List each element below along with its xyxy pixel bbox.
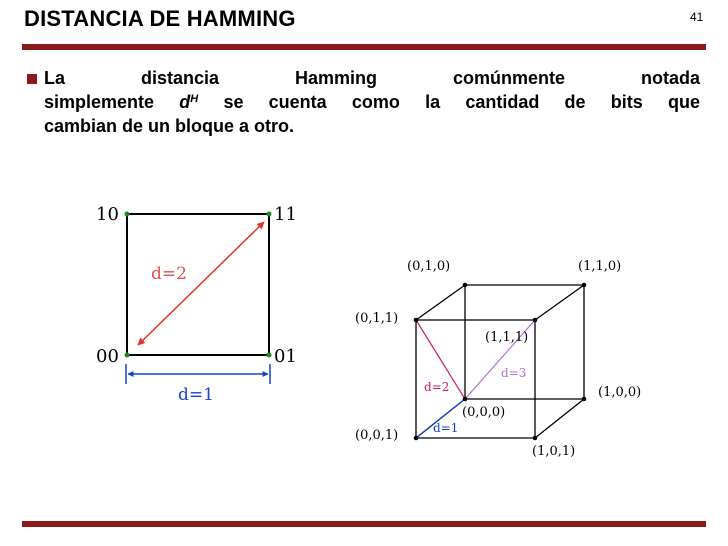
cube-edge	[416, 285, 465, 320]
hamming-symbol: d	[179, 92, 191, 112]
cube-label-111: (1,1,1)	[485, 330, 529, 345]
footer-divider	[22, 521, 706, 527]
cube-label-101: (1,0,1)	[532, 444, 576, 459]
label-00: 00	[96, 346, 119, 367]
label-01: 01	[274, 346, 297, 367]
bullet-line-1: La distancia Hamming comúnmente notada	[44, 68, 700, 88]
cube-label-d3: d=3	[501, 366, 527, 380]
cube-label-100: (1,0,0)	[598, 385, 642, 400]
cube-edge	[535, 399, 584, 438]
bullet-line-3: cambian de un bloque a otro.	[44, 116, 295, 136]
cube-label-110: (1,1,0)	[578, 259, 622, 274]
cube-label-000: (0,0,0)	[462, 405, 506, 420]
cube-vertex-100	[582, 397, 587, 402]
bullet-line-2-post: se cuenta como la cantidad de bits que	[223, 92, 700, 112]
hamming-symbol-superscript: H	[190, 93, 199, 105]
label-d1-square: d=1	[178, 385, 214, 405]
page-number: 41	[690, 10, 704, 24]
slide-title: DISTANCIA DE HAMMING	[24, 6, 296, 31]
cube-vertex-010	[463, 283, 468, 288]
cube-vertex-110	[582, 283, 587, 288]
cube-vertex-111	[533, 318, 538, 323]
label-10: 10	[96, 204, 119, 225]
cube-vertex-011	[414, 318, 419, 323]
label-d2-square: d=2	[151, 264, 187, 284]
cube-vertex-101	[533, 436, 538, 441]
cube-vertex-000	[463, 397, 468, 402]
cube-label-d1: d=1	[433, 421, 459, 435]
label-11: 11	[274, 204, 297, 225]
cube-label-011: (0,1,1)	[355, 311, 399, 326]
cube-label-001: (0,0,1)	[355, 428, 399, 443]
bullet-line-2-pre: simplemente	[44, 92, 155, 112]
cube-vertex-001	[414, 436, 419, 441]
cube-label-010: (0,1,0)	[407, 259, 451, 274]
cube-label-d2: d=2	[424, 380, 450, 394]
cube-edge	[535, 285, 584, 320]
